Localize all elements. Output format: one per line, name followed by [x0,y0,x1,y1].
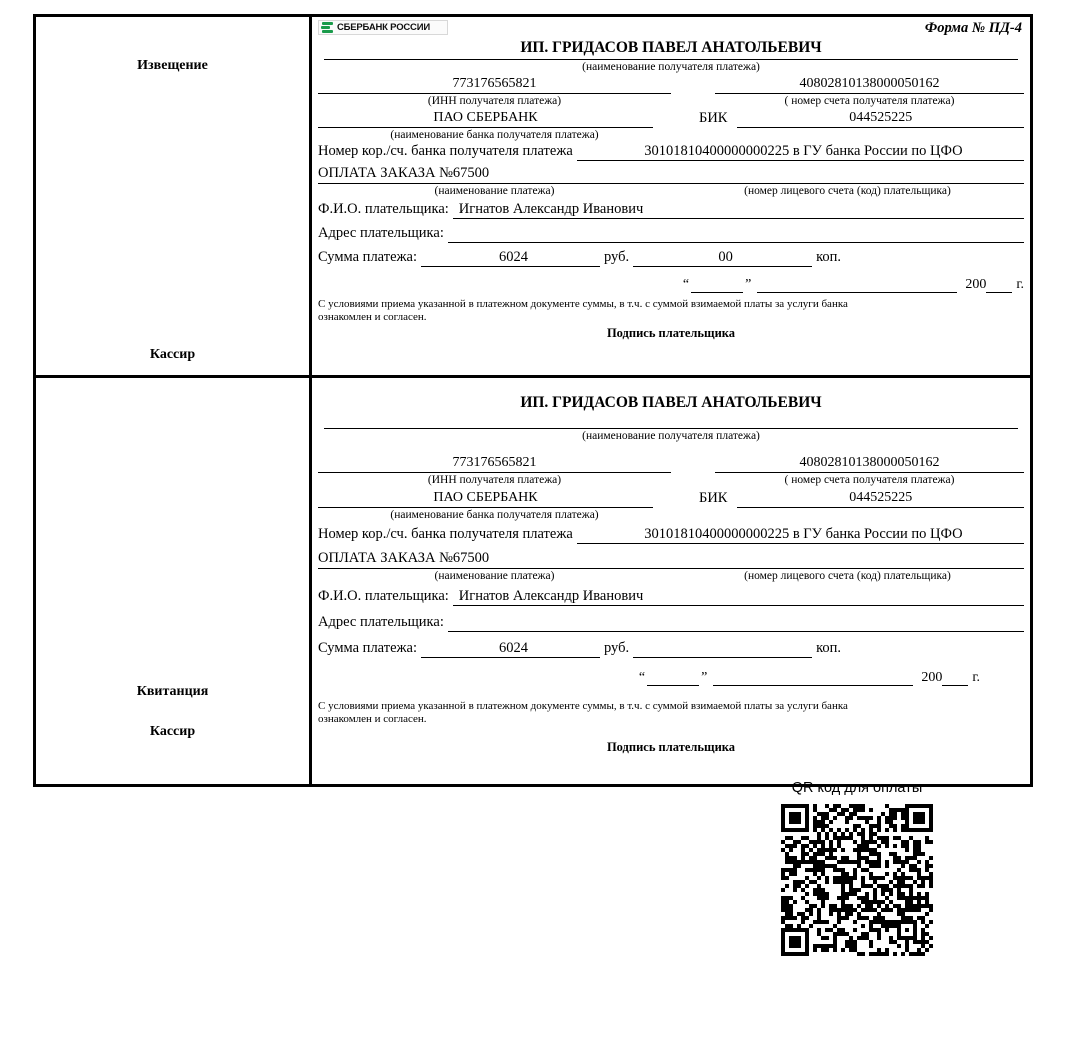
notice-amount-kop[interactable]: 00 [633,249,812,267]
receipt-inn-value[interactable]: 773176565821 [318,455,671,473]
receipt-month-field[interactable] [713,671,913,686]
notice-purpose-value[interactable]: ОПЛАТА ЗАКАЗА №67500 [318,165,671,184]
form-number: Форма № ПД-4 [924,20,1022,36]
receipt-left-column [36,378,312,784]
receipt-date-row: “ ” 200 г. [638,670,980,685]
notice-address-value[interactable] [448,226,1024,243]
notice-bik-cell [671,110,1024,128]
notice-inn-value[interactable]: 773176565821 [318,76,671,94]
receipt-corr-value[interactable]: 30101810400000000225 в ГУ банка России по ЦФО [577,526,1024,544]
notice-left-column [36,17,312,375]
receipt-bik-label: БИК [699,490,728,506]
receipt-year-field[interactable] [942,671,968,686]
notice-purpose-cell [318,165,671,198]
receipt-corr-label: Номер кор./сч. банка получателя платежа [318,526,573,542]
receipt-day-field[interactable] [647,671,699,686]
qr-block [773,780,941,956]
receipt-amount-rub[interactable]: 6024 [421,640,600,658]
notice-address-label: Адрес плательщика: [318,225,444,241]
notice-section [36,17,1030,378]
sberbank-logo [318,20,448,35]
receipt-inn-cell [318,455,671,487]
notice-amount-rub[interactable]: 6024 [421,249,600,267]
notice-amount-tail [845,250,1024,267]
notice-year-prefix: 200 [965,277,987,292]
notice-month-field[interactable] [757,278,957,293]
receipt-payer-value[interactable]: Игнатов Александр Иванович [453,588,1024,606]
receipt-bik-value[interactable]: 044525225 [737,490,1024,508]
notice-terms-line2: ознакомлен и согласен. [318,311,427,323]
notice-payer-value[interactable]: Игнатов Александр Иванович [453,201,1024,219]
notice-account-cell [671,76,1024,108]
notice-year-field[interactable] [986,278,1012,293]
notice-day-field[interactable] [691,278,743,293]
receipt-personal-account-value[interactable] [671,549,1024,569]
receipt-terms-line1: С условиями приема указанной в платежном документе суммы, в т.ч. с суммой взимаемой платы за услуги банка [318,700,848,712]
qr-code-image [781,804,933,956]
receipt-address-value[interactable] [448,615,1024,632]
receipt-payer-label: Ф.И.О. плательщика: [318,588,449,604]
receipt-amount-label: Сумма платежа: [318,640,417,656]
notice-amount-label: Сумма платежа: [318,249,417,265]
notice-inn-caption: (ИНН получателя платежа) [427,95,562,107]
receipt-amount-tail [845,641,1024,658]
notice-recipient-caption: (наименование получателя платежа) [582,61,760,73]
receipt-purpose-value[interactable]: ОПЛАТА ЗАКАЗА №67500 [318,550,671,569]
notice-bank-cell [318,110,671,128]
notice-signature-label: Подпись плательщика [606,326,736,340]
receipt-section [36,378,1030,784]
sberbank-logo-text: СБЕРБАНК РОССИИ [337,22,430,33]
notice-corr-label: Номер кор./сч. банка получателя платежа [318,143,573,159]
receipt-purpose-caption: (наименование платежа) [434,570,555,582]
receipt-year-suffix: г. [972,670,980,685]
receipt-recipient-caption: (наименование получателя платежа) [582,430,760,442]
receipt-label: Квитанция [136,684,209,699]
receipt-inn-caption: (ИНН получателя платежа) [427,474,562,486]
receipt-purpose-cell [318,550,671,583]
notice-recipient-name: ИП. ГРИДАСОВ ПАВЕЛ АНАТОЛЬЕВИЧ [520,39,822,56]
notice-date-row: “ ” 200 г. [682,277,1024,292]
cashier-label-notice: Кассир [149,347,196,362]
receipt-recipient-name: ИП. ГРИДАСОВ ПАВЕЛ АНАТОЛЬЕВИЧ [520,394,822,411]
receipt-amount-kop[interactable] [633,641,812,658]
receipt-account-cell [671,455,1024,487]
receipt-rub-word: руб. [603,640,630,656]
cashier-label-receipt: Кассир [149,724,196,739]
notice-account-value[interactable]: 40802810138000050162 [715,76,1024,94]
receipt-bank-value[interactable]: ПАО СБЕРБАНК [318,490,653,508]
notice-personal-account-value[interactable] [671,164,1024,184]
receipt-year-prefix: 200 [921,670,943,685]
notice-bank-caption: (наименование банка получателя платежа) [390,129,599,141]
notice-corr-value[interactable]: 30101810400000000225 в ГУ банка России по ЦФО [577,143,1024,161]
receipt-account-caption: ( номер счета получателя платежа) [784,474,955,486]
notice-personal-account-cell [671,164,1024,198]
receipt-personal-account-cell [671,549,1024,583]
receipt-account-value[interactable]: 40802810138000050162 [715,455,1024,473]
sberbank-mark-icon [321,22,334,33]
receipt-signature-label: Подпись плательщика [606,740,736,754]
notice-rub-word: руб. [603,249,630,265]
receipt-kop-word: коп. [816,640,842,656]
notice-bik-value[interactable]: 044525225 [737,110,1024,128]
notice-terms-line1: С условиями приема указанной в платежном документе суммы, в т.ч. с суммой взимаемой платы за услуги банка [318,298,848,310]
qr-title: QR код для оплаты [791,780,923,796]
notice-account-caption: ( номер счета получателя платежа) [784,95,955,107]
notice-label: Извещение [137,58,208,73]
notice-payer-label: Ф.И.О. плательщика: [318,201,449,217]
receipt-bank-caption: (наименование банка получателя платежа) [390,509,599,521]
receipt-terms [318,700,1024,726]
notice-right-column [312,17,1030,375]
notice-personal-account-caption: (номер лицевого счета (код) плательщика) [744,185,951,197]
notice-year-suffix: г. [1016,277,1024,292]
notice-kop-word: коп. [816,249,842,265]
payment-form [33,14,1033,787]
notice-bank-value[interactable]: ПАО СБЕРБАНК [318,110,653,128]
notice-terms [318,298,1024,324]
receipt-right-column [312,378,1030,784]
receipt-bik-cell [671,490,1024,508]
notice-inn-cell [318,76,671,108]
receipt-address-label: Адрес плательщика: [318,614,444,630]
receipt-bank-cell [318,490,671,508]
receipt-terms-line2: ознакомлен и согласен. [318,713,427,725]
receipt-personal-account-caption: (номер лицевого счета (код) плательщика) [744,570,951,582]
notice-purpose-caption: (наименование платежа) [434,185,555,197]
notice-bik-label: БИК [699,110,728,126]
